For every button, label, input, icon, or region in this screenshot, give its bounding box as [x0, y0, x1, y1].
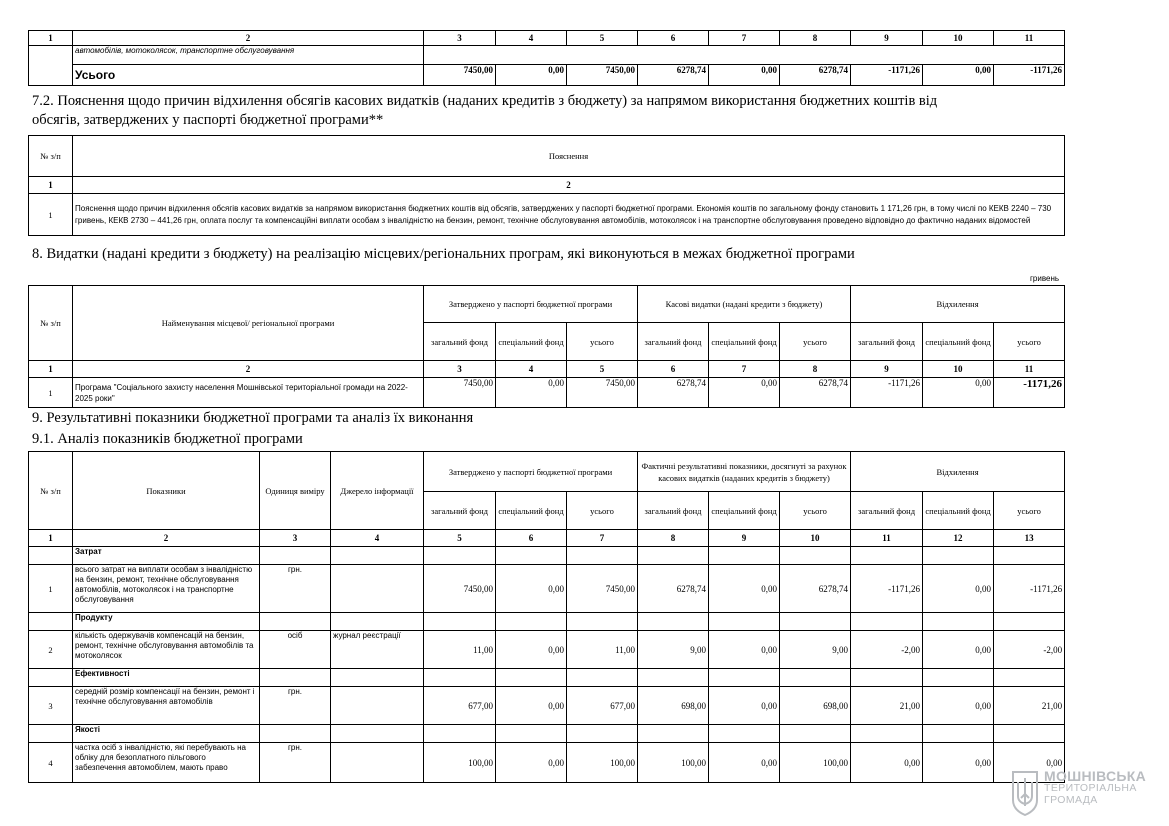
logo-line2: ТЕРИТОРІАЛЬНА — [1044, 782, 1137, 794]
col-number: 1 — [29, 530, 73, 547]
indicator-value: 100,00 — [567, 743, 638, 783]
indicator-value: -1171,26 — [851, 565, 923, 613]
col-header-no: № з/п — [29, 136, 73, 177]
unit-label: гривень — [1030, 274, 1060, 283]
sub-header-special: спеціальний фонд — [496, 492, 567, 530]
indicator-value: 7450,00 — [424, 565, 496, 613]
col-number: 6 — [496, 530, 567, 547]
indicator-value: 0,00 — [496, 565, 567, 613]
indicator-value: 11,00 — [567, 631, 638, 669]
explanation-table — [28, 135, 1065, 236]
total-label: Усього — [73, 65, 424, 86]
category-row — [29, 725, 1065, 743]
col-number: 1 — [29, 361, 73, 378]
total-value: 7450,00 — [424, 65, 496, 86]
col-number: 5 — [424, 530, 496, 547]
indicator-value: 0,00 — [496, 743, 567, 783]
indicator-value: 6278,74 — [780, 565, 851, 613]
indicator-row — [29, 565, 1065, 613]
indicator-unit: грн. — [260, 743, 331, 783]
explanation-index-row — [29, 177, 1065, 194]
indicator-value: -1171,26 — [994, 565, 1065, 613]
group-header-cash: Касові видатки (надані кредити з бюджету) — [638, 286, 851, 323]
row-number: 4 — [29, 743, 73, 783]
indicator-source: журнал реєстрації — [331, 631, 424, 669]
indicator-value: 0,00 — [994, 743, 1065, 783]
col-header-source: Джерело інформації — [331, 452, 424, 530]
category-label: Якості — [73, 725, 260, 743]
col-number: 4 — [331, 530, 424, 547]
sub-header-special: спеціальний фонд — [709, 492, 780, 530]
category-label: Ефективності — [73, 669, 260, 687]
indicator-value: -2,00 — [851, 631, 923, 669]
indicator-value: 100,00 — [424, 743, 496, 783]
indicator-value: 9,00 — [780, 631, 851, 669]
indicator-value: 0,00 — [923, 631, 994, 669]
program-value: 0,00 — [709, 378, 780, 408]
section-7-2-heading — [32, 92, 1132, 130]
col-number: 12 — [923, 530, 994, 547]
indicator-value: 21,00 — [851, 687, 923, 725]
programs-header-row — [29, 286, 1065, 323]
col-number: 2 — [73, 361, 424, 378]
indicator-name: частка осіб з інвалідністю, які перебувають на обліку для безоплатного пільгового забезпечення автомобілем, мають право — [73, 743, 260, 783]
indicator-value: 0,00 — [709, 687, 780, 725]
col-header-no: № з/п — [29, 286, 73, 361]
col-number: 2 — [73, 177, 1065, 194]
indicator-value: 677,00 — [424, 687, 496, 725]
col-number: 3 — [424, 361, 496, 378]
logo-line3: ГРОМАДА — [1044, 794, 1098, 806]
program-value: 6278,74 — [638, 378, 709, 408]
program-value: 6278,74 — [780, 378, 851, 408]
sub-header-special: спеціальний фонд — [496, 323, 567, 361]
category-row — [29, 547, 1065, 565]
indicator-source — [331, 565, 424, 613]
indicator-value: 0,00 — [496, 687, 567, 725]
indicator-value: 677,00 — [567, 687, 638, 725]
row-number: 1 — [29, 378, 73, 408]
col-number: 10 — [780, 530, 851, 547]
indicators-table — [28, 451, 1065, 783]
col-number: 9 — [851, 361, 923, 378]
sub-header-special: спеціальний фонд — [923, 323, 994, 361]
col-number: 7 — [709, 31, 780, 46]
indicator-value: 11,00 — [424, 631, 496, 669]
indicator-source — [331, 687, 424, 725]
col-number: 10 — [923, 361, 994, 378]
total-value: 0,00 — [923, 65, 994, 86]
total-value: 6278,74 — [780, 65, 851, 86]
sub-header-general: загальний фонд — [638, 492, 709, 530]
continued-text-row — [29, 46, 1065, 65]
group-header-actual: Фактичні результативні показники, досягнуті за рахунок касових видатків (наданих кредитів з бюджету) — [638, 452, 851, 492]
row-number: 1 — [29, 194, 73, 236]
col-number: 9 — [709, 530, 780, 547]
sub-header-general: загальний фонд — [424, 323, 496, 361]
indicator-name: середній розмір компенсації на бензин, ремонт і технічне обслуговування автомобілів — [73, 687, 260, 725]
total-value: 0,00 — [496, 65, 567, 86]
col-number: 1 — [29, 177, 73, 194]
col-number: 11 — [851, 530, 923, 547]
program-value: 0,00 — [923, 378, 994, 408]
indicator-row — [29, 631, 1065, 669]
col-number: 5 — [567, 361, 638, 378]
col-header-no: № з/п — [29, 452, 73, 530]
explanation-row — [29, 194, 1065, 236]
col-number: 7 — [709, 361, 780, 378]
top-summary-table — [28, 30, 1065, 86]
sub-header-total: усього — [780, 323, 851, 361]
section-7-2-heading-line2: обсягів, затверджених у паспорті бюджетної програми** — [32, 112, 384, 128]
program-value: -1171,26 — [994, 378, 1065, 408]
sub-header-general: загальний фонд — [638, 323, 709, 361]
indicator-source — [331, 743, 424, 783]
col-number: 4 — [496, 31, 567, 46]
program-value: 7450,00 — [567, 378, 638, 408]
indicator-value: 0,00 — [851, 743, 923, 783]
sub-header-total: усього — [994, 323, 1065, 361]
program-value: -1171,26 — [851, 378, 923, 408]
indicator-unit: грн. — [260, 687, 331, 725]
col-number: 3 — [260, 530, 331, 547]
indicator-value: 0,00 — [923, 565, 994, 613]
total-value: 6278,74 — [638, 65, 709, 86]
sub-header-total: усього — [994, 492, 1065, 530]
total-value: -1171,26 — [994, 65, 1065, 86]
category-row — [29, 669, 1065, 687]
row-number: 3 — [29, 687, 73, 725]
col-number: 3 — [424, 31, 496, 46]
row-number: 2 — [29, 631, 73, 669]
explanation-text: Пояснення щодо причин відхилення обсягів касових видатків за напрямом використання бюджетних коштів від обсягів, затверджених у паспорті бюджетної програми. Економія коштів по загальному фонду становить 1 171,26 грн, в тому числі по КЕКВ 2240 – 730 гривень, КЕКВ 2730 – 441,26 грн, оплата послуг та компенсаційні виплати особам з інвалідністю на бензин, ремонт, технічне обслуговування автомобілів, мотоколясок і на транспортне обслуговування проведено відповідно до фактично наданих відомостей — [73, 194, 1065, 236]
col-header-indicator: Показники — [73, 452, 260, 530]
program-value: 7450,00 — [424, 378, 496, 408]
indicator-value: 21,00 — [994, 687, 1065, 725]
indicator-value: 6278,74 — [638, 565, 709, 613]
col-header-unit: Одиниця виміру — [260, 452, 331, 530]
programs-index-row — [29, 361, 1065, 378]
section-9-heading: 9. Результативні показники бюджетної програми та аналіз їх виконання — [32, 410, 474, 426]
total-value: 7450,00 — [567, 65, 638, 86]
category-row — [29, 613, 1065, 631]
col-number: 2 — [73, 530, 260, 547]
group-header-deviation: Відхилення — [851, 452, 1065, 492]
continued-text: автомобілів, мотоколясок, транспортне обслуговування — [73, 46, 424, 65]
col-header-explanation: Пояснення — [73, 136, 1065, 177]
group-header-approved: Затверджено у паспорті бюджетної програми — [424, 452, 638, 492]
indicator-value: 698,00 — [780, 687, 851, 725]
sub-header-total: усього — [567, 492, 638, 530]
trident-icon — [1010, 770, 1040, 816]
indicator-name: кількість одержувачів компенсацій на бензин, ремонт, технічне обслуговування автомобілів та мотоколясок — [73, 631, 260, 669]
col-number: 8 — [638, 530, 709, 547]
col-number: 10 — [923, 31, 994, 46]
program-name: Програма "Соціального захисту населення Мошнівської територіальної громади на 2022-2025 роки" — [73, 378, 424, 408]
sub-header-special: спеціальний фонд — [923, 492, 994, 530]
indicator-value: 698,00 — [638, 687, 709, 725]
section-9-1-heading: 9.1. Аналіз показників бюджетної програми — [32, 431, 303, 447]
total-row — [29, 65, 1065, 86]
col-number: 5 — [567, 31, 638, 46]
category-label: Продукту — [73, 613, 260, 631]
col-number: 9 — [851, 31, 923, 46]
indicator-value: 0,00 — [709, 565, 780, 613]
programs-table — [28, 285, 1065, 408]
logo-line1: МОШНІВСЬКА — [1044, 768, 1147, 784]
sub-header-total: усього — [780, 492, 851, 530]
indicator-name: всього затрат на виплати особам з інвалідністю на бензин, ремонт, технічне обслуговування автомобілів, мотоколясок і на транспортне обслуговування — [73, 565, 260, 613]
row-number: 1 — [29, 565, 73, 613]
col-header-program-name: Найменування місцевої/ регіональної програми — [73, 286, 424, 361]
col-number: 6 — [638, 361, 709, 378]
col-number: 13 — [994, 530, 1065, 547]
col-number: 11 — [994, 31, 1065, 46]
group-header-approved: Затверджено у паспорті бюджетної програми — [424, 286, 638, 323]
program-value: 0,00 — [496, 378, 567, 408]
sub-header-general: загальний фонд — [851, 492, 923, 530]
community-logo — [1010, 770, 1150, 818]
col-number: 8 — [780, 31, 851, 46]
indicator-value: -2,00 — [994, 631, 1065, 669]
indicator-value: 0,00 — [709, 631, 780, 669]
indicator-row — [29, 743, 1065, 783]
section-7-2-heading-line1: 7.2. Пояснення щодо причин відхилення обсягів касових видатків (наданих кредитів з бюджету) за напрямом використання бюджетних коштів від — [32, 93, 938, 109]
col-number: 6 — [638, 31, 709, 46]
program-row — [29, 378, 1065, 408]
col-number: 8 — [780, 361, 851, 378]
sub-header-general: загальний фонд — [424, 492, 496, 530]
column-number-row — [29, 31, 1065, 46]
indicator-value: 100,00 — [780, 743, 851, 783]
indicator-value: 100,00 — [638, 743, 709, 783]
indicator-unit: грн. — [260, 565, 331, 613]
category-label: Затрат — [73, 547, 260, 565]
indicator-value: 7450,00 — [567, 565, 638, 613]
indicators-header-row — [29, 452, 1065, 492]
total-value: -1171,26 — [851, 65, 923, 86]
section-8-heading: 8. Видатки (надані кредити з бюджету) на реалізацію місцевих/регіональних програм, які виконуються в межах бюджетної програми — [32, 246, 855, 262]
col-number: 4 — [496, 361, 567, 378]
sub-header-total: усього — [567, 323, 638, 361]
col-number: 11 — [994, 361, 1065, 378]
indicator-unit: осіб — [260, 631, 331, 669]
total-value: 0,00 — [709, 65, 780, 86]
indicators-index-row — [29, 530, 1065, 547]
group-header-deviation: Відхилення — [851, 286, 1065, 323]
indicator-value: 0,00 — [709, 743, 780, 783]
sub-header-general: загальний фонд — [851, 323, 923, 361]
indicator-value: 0,00 — [923, 687, 994, 725]
col-number: 2 — [73, 31, 424, 46]
indicator-row — [29, 687, 1065, 725]
explanation-header-row — [29, 136, 1065, 177]
indicator-value: 0,00 — [496, 631, 567, 669]
sub-header-special: спеціальний фонд — [709, 323, 780, 361]
indicator-value: 0,00 — [923, 743, 994, 783]
col-number: 1 — [29, 31, 73, 46]
col-number: 7 — [567, 530, 638, 547]
indicator-value: 9,00 — [638, 631, 709, 669]
